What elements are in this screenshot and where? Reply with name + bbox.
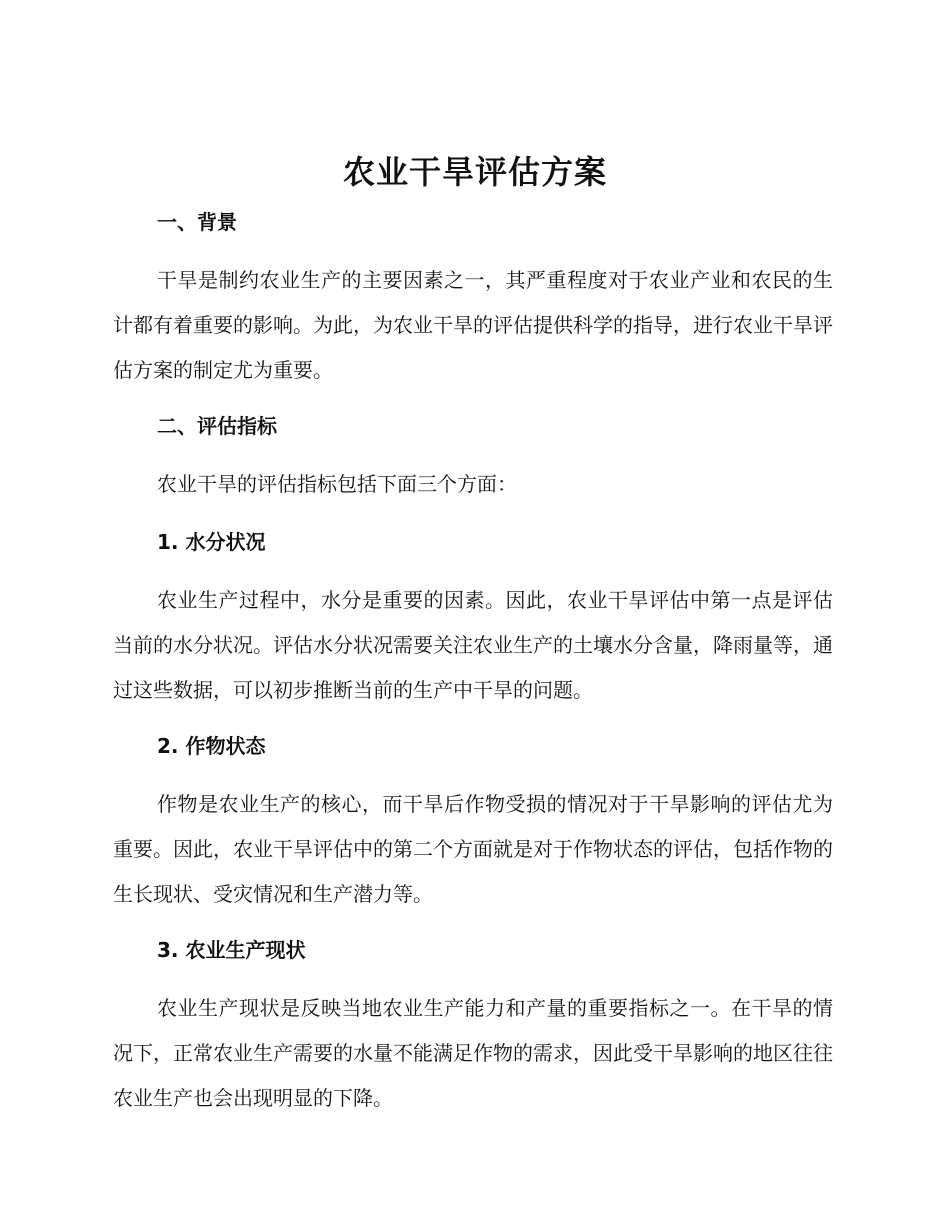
paragraph-background: 干旱是制约农业生产的主要因素之一，其严重程度对于农业产业和农民的生计都有着重要的影响。为此，为农业干旱的评估提供科学的指导，进行农业干旱评估方案的制定尤为重要。 (113, 268, 833, 382)
paragraph-water-status: 农业生产过程中，水分是重要的因素。因此，农业干旱评估中第一点是评估当前的水分状况。评估水分状况需要关注农业生产的土壤水分含量，降雨量等，通过这些数据，可以初步推断当前的生产中干旱的问题。 (113, 588, 833, 702)
paragraph-crop-status: 作物是农业生产的核心，而干旱后作物受损的情况对于干旱影响的评估尤为重要。因此，农业干旱评估中的第二个方面就是对于作物状态的评估，包括作物的生长现状、受灾情况和生产潜力等。 (113, 792, 833, 906)
subheading-production-status: 3. 农业生产现状 (157, 938, 306, 962)
subheading-crop-status: 2. 作物状态 (157, 734, 266, 758)
paragraph-production-status: 农业生产现状是反映当地农业生产能力和产量的重要指标之一。在干旱的情况下，正常农业生产需要的水量不能满足作物的需求，因此受干旱影响的地区往往农业生产也会出现明显的下降。 (113, 996, 833, 1110)
section-heading-indicators: 二、评估指标 (157, 414, 277, 438)
subheading-water-status: 1. 水分状况 (157, 530, 266, 554)
section-heading-background: 一、背景 (157, 210, 237, 234)
paragraph-indicators-intro: 农业干旱的评估指标包括下面三个方面： (157, 472, 517, 496)
document-title: 农业干旱评估方案 (342, 153, 607, 191)
